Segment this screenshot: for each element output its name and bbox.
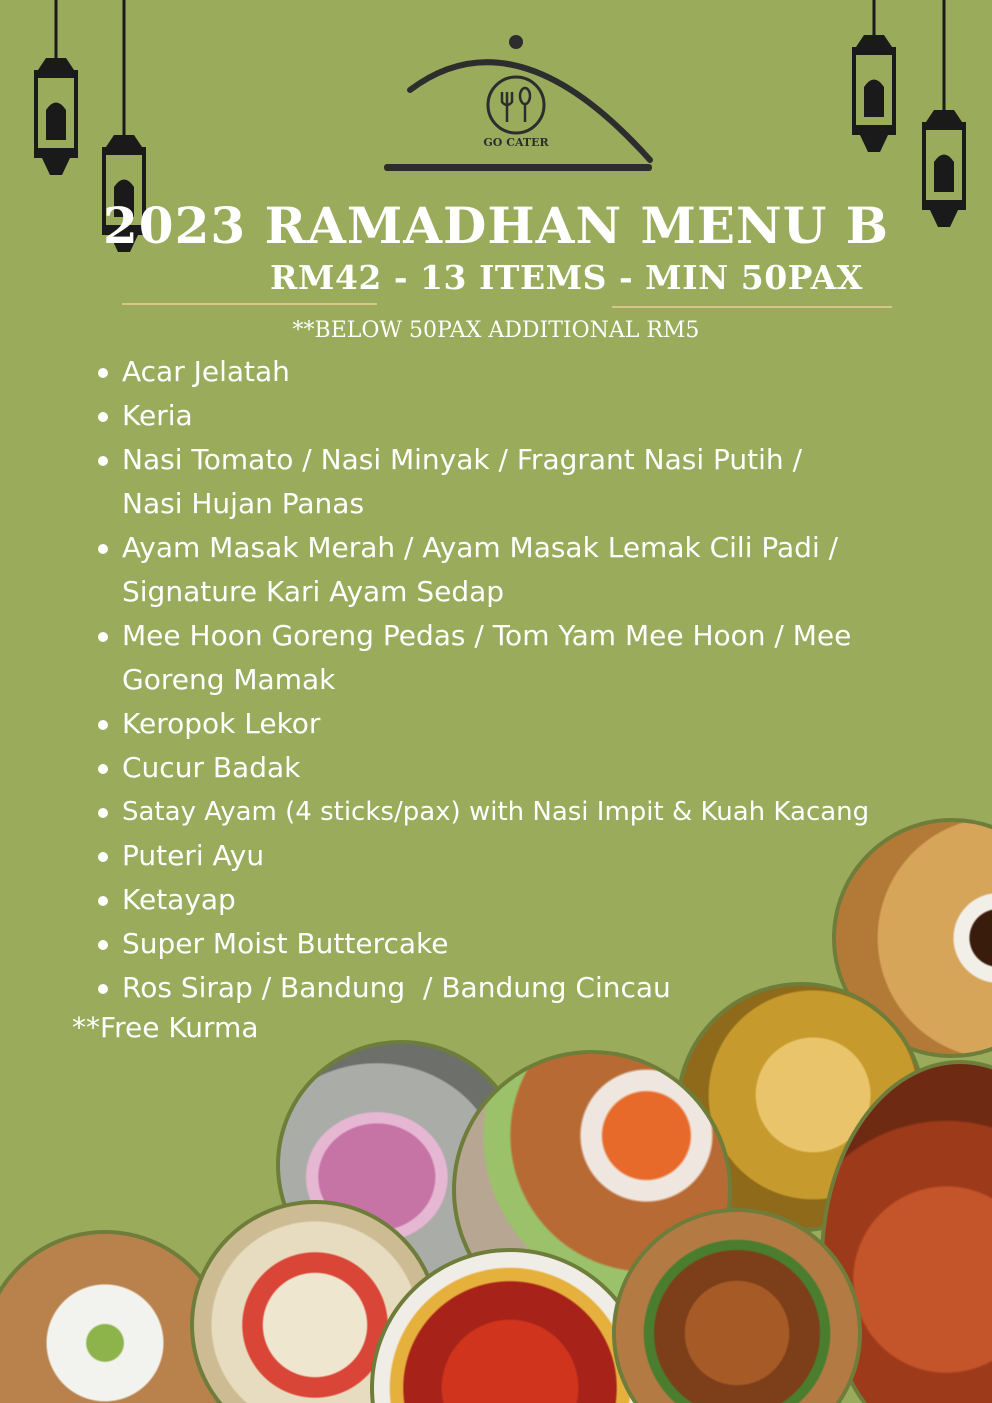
free-kurma-note: **Free Kurma: [72, 1011, 259, 1044]
page-subtitle: RM42 - 13 ITEMS - MIN 50PAX: [270, 258, 863, 297]
pax-note: **BELOW 50PAX ADDITIONAL RM5: [292, 318, 700, 343]
list-item: Acar Jelatah: [96, 350, 916, 394]
list-item: Ketayap: [96, 878, 916, 922]
lantern-icon: [28, 0, 84, 185]
list-item: Keria: [96, 394, 916, 438]
list-item: Ros Sirap / Bandung / Bandung Cincau: [96, 966, 916, 1010]
lantern-icon: [846, 0, 902, 160]
list-item: Nasi Tomato / Nasi Minyak / Fragrant Nasi Putih / Nasi Hujan Panas: [96, 438, 862, 526]
cloche-logo: [380, 30, 655, 180]
list-item: Puteri Ayu: [96, 834, 916, 878]
list-item: Satay Ayam (4 sticks/pax) with Nasi Impit & Kuah Kacang: [96, 790, 916, 834]
menu-list: [96, 350, 916, 1010]
list-item: Super Moist Buttercake: [96, 922, 916, 966]
list-item: Keropok Lekor: [96, 702, 916, 746]
list-item: Mee Hoon Goreng Pedas / Tom Yam Mee Hoon / Mee Goreng Mamak: [96, 614, 862, 702]
brand-name: GO CATER: [483, 136, 549, 149]
page-title: 2023 RAMADHAN MENU B: [103, 196, 889, 255]
list-item: Cucur Badak: [96, 746, 916, 790]
divider-right: [612, 306, 892, 308]
list-item: Ayam Masak Merah / Ayam Masak Lemak Cili Padi / Signature Kari Ayam Sedap: [96, 526, 842, 614]
divider-left: [122, 303, 377, 305]
